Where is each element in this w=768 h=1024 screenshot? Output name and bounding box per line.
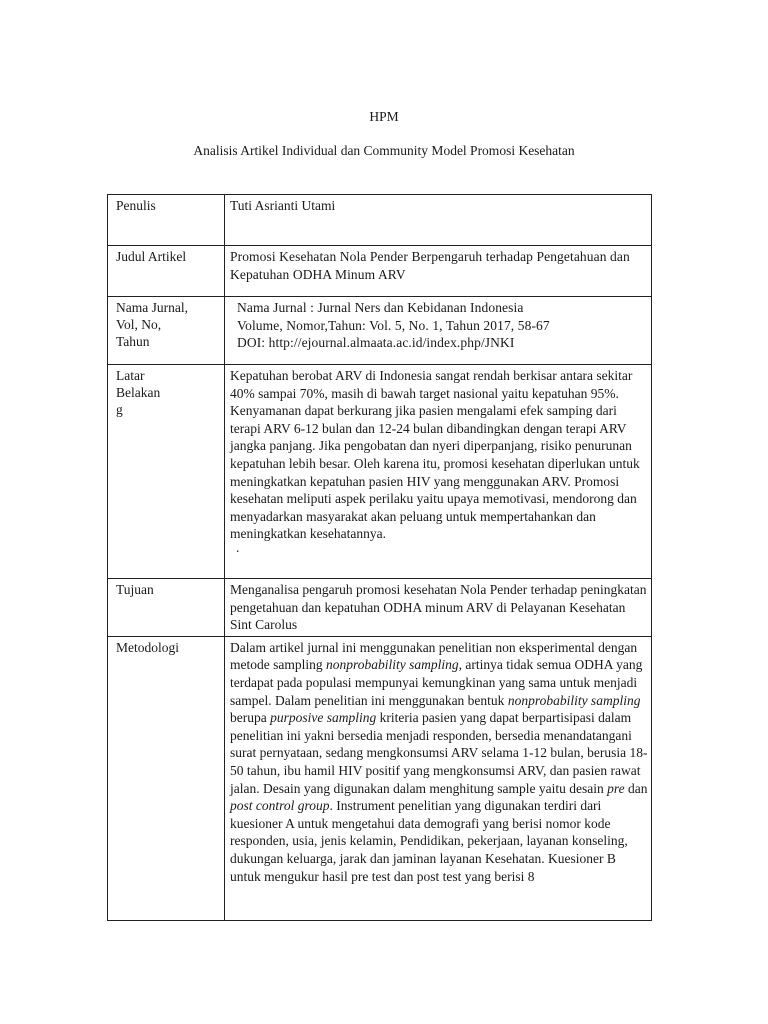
metodologi-italic-3: purposive sampling xyxy=(270,710,377,726)
metodologi-paragraph xyxy=(230,639,648,885)
value-nama-jurnal xyxy=(225,297,652,365)
article-analysis-table xyxy=(107,194,652,921)
metodologi-italic-1: nonprobability sampling xyxy=(325,657,459,673)
table-row xyxy=(108,297,652,365)
label-judul-artikel: Judul Artikel xyxy=(108,246,225,297)
table-row xyxy=(108,636,652,920)
metodologi-italic-2: nonprobability sampling xyxy=(507,692,641,708)
metodologi-text-4: kriteria pasien yang dapat berpartisipasi dalam penelitian ini yakni bersedia menjadi responden, bersedia menandatangani surat pernyataan, sedang mengkonsumsi ARV selama 1-12 bulan, berusia 18-50 tahun, ibu hamil HIV positif yang mengkonsumsi ARV, dan pasien rawat jalan. Desain yang digunakan dalam menghitung sample yaitu desain xyxy=(230,710,648,796)
value-judul-artikel: Promosi Kesehatan Nola Pender Berpengaruh terhadap Pengetahuan dan Kepatuhan ODHA Minum ARV xyxy=(225,246,652,297)
label-latar-line: Latar xyxy=(116,368,145,383)
label-tujuan: Tujuan xyxy=(108,579,225,637)
label-nama-jurnal xyxy=(108,297,225,365)
journal-name-line: Nama Jurnal : Jurnal Ners dan Kebidanan Indonesia xyxy=(237,300,524,315)
document-title: Analisis Artikel Individual dan Community Model Promosi Kesehatan xyxy=(193,143,575,158)
metodologi-text-3: berupa xyxy=(230,710,271,726)
label-belakan-line: Belakan xyxy=(116,385,161,400)
value-latar-belakang xyxy=(225,365,652,579)
journal-doi-line: DOI: http://ejournal.almaata.ac.id/index.php/JNKI xyxy=(237,335,515,351)
label-latar-belakang xyxy=(108,365,225,579)
trailing-dot: . xyxy=(236,539,240,555)
label-metodologi: Metodologi xyxy=(108,636,225,920)
label-tahun-line: Tahun xyxy=(116,334,150,349)
label-nama-jurnal-line: Nama Jurnal, xyxy=(116,300,188,315)
metodologi-text-6: . Instrument penelitian yang digunakan terdiri dari kuesioner A untuk mengetahui data demografi yang berisi nomor kode responden, usia, jenis kelamin, Pendidikan, pekerjaan, layanan konseling, dukungan keluarga, jarak dan jaminan layanan Kesehatan. Kuesioner B untuk mengukur hasil pre test dan post test yang berisi 8 xyxy=(230,798,628,884)
table-row xyxy=(108,579,652,637)
journal-volume-line: Volume, Nomor,Tahun: Vol. 5, No. 1, Tahun 2017, 58-67 xyxy=(237,317,550,333)
metodologi-italic-4: pre xyxy=(607,780,625,796)
metodologi-text-5: dan xyxy=(624,780,648,796)
value-metodologi xyxy=(225,636,652,920)
document-code: HPM xyxy=(369,109,399,124)
table-row xyxy=(108,246,652,297)
metodologi-text-2: , artinya tidak semua ODHA yang terdapat pada populasi mempunyai kemungkinan yang sama untuk menjadi sampel. Dalam penelitian ini menggunakan bentuk xyxy=(230,657,643,708)
label-vol-no-line: Vol, No, xyxy=(116,317,162,332)
penulis-text: Tuti Asrianti Utami xyxy=(230,198,336,213)
table-row xyxy=(108,365,652,579)
metodologi-text-1: Dalam artikel jurnal ini menggunakan penelitian non eksperimental dengan metode sampling xyxy=(230,639,638,673)
label-g-line: g xyxy=(116,402,123,417)
label-penulis: Penulis xyxy=(108,195,225,246)
latar-belakang-paragraph: Kepatuhan berobat ARV di Indonesia sangat rendah berkisar antara sekitar 40% sampai 70%, masih di bawah target nasional yaitu kepatuhan 95%. Kenyamanan dapat berkurang jika pasien mengalami efek samping dari terapi ARV 6-12 bulan dan 12-24 bulan dibandingkan dengan terapi ARV jangka panjang. Jika pengobatan dan nyeri diperpanjang, risiko penurunan kepatuhan lebih besar. Oleh karena itu, promosi kesehatan diperlukan untuk meningkatkan kepatuhan pasien HIV yang menggunakan ARV. Promosi kesehatan meliputi aspek perilaku yaitu upaya memotivasi, mendorong dan menyadarkan masyarakat akan peluang untuk mempertahankan dan meningkatkan kesehatannya. xyxy=(230,368,640,542)
table-row xyxy=(108,195,652,246)
metodologi-italic-5: post control group xyxy=(230,798,330,814)
value-tujuan: Menganalisa pengaruh promosi kesehatan Nola Pender terhadap peningkatan pengetahuan dan kepatuhan ODHA minum ARV di Pelayanan Kesehatan Sint Carolus xyxy=(225,579,652,637)
value-penulis xyxy=(225,195,652,246)
